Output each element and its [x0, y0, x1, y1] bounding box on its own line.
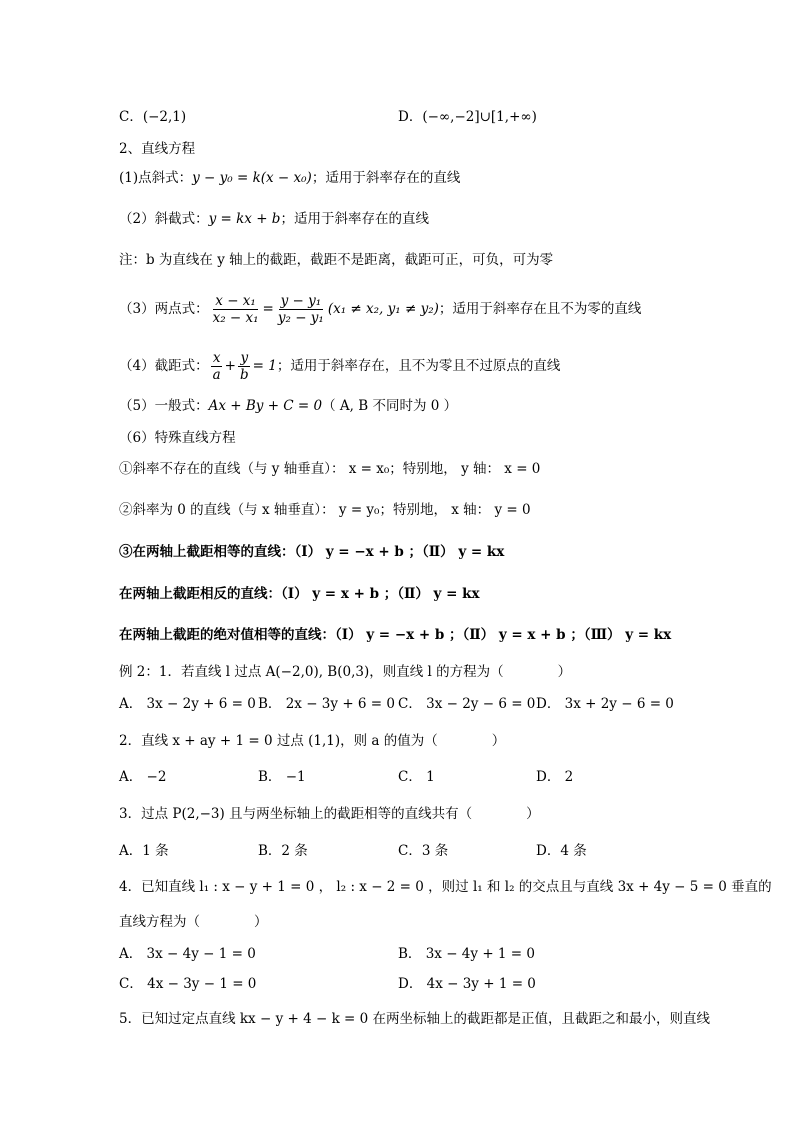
question-4-option-c: C． 4x − 3y − 1 = 0	[119, 976, 257, 992]
question-4-option-d: D． 4x − 3y + 1 = 0	[398, 976, 536, 992]
two-point-condition: (x₁ ≠ x₂, y₁ ≠ y₂)	[327, 301, 439, 317]
two-point-den-y: y₂ − y₁	[277, 310, 324, 326]
intercept-form	[119, 348, 560, 384]
question-2-option-b: B． −1	[258, 769, 306, 785]
question-2-stem: 2．直线 x + ay + 1 = 0 过点 (1,1)，则 a 的值为（ ）	[119, 733, 506, 749]
intercept-plus: +	[224, 358, 236, 374]
intercept-fraction-y	[238, 350, 251, 383]
question-4-stem-line-1: 4．已知直线 l₁ : x − y + 1 = 0 ， l₂ : x − 2 = 0 ，则过 l₁ 和 l₂ 的交点且与直线 3x + 4y − 5 = 0 垂直的	[119, 879, 772, 895]
intercept-den-a: a	[212, 367, 221, 383]
question-3-option-c: C．3 条	[398, 843, 449, 859]
question-5-stem: 5．已知过定点直线 kx − y + 4 − k = 0 在两坐标轴上的截距都是正值，且截距之和最小，则直线	[119, 1011, 711, 1027]
slope-intercept-desc: ；适用于斜率存在的直线	[280, 211, 429, 227]
two-point-num-x: x − x₁	[215, 293, 256, 309]
question-1-option-b: B． 2x − 3y + 6 = 0	[258, 696, 395, 712]
special-vertical-line: ①斜率不存在的直线（与 y 轴垂直）： x = x₀；特别地， y 轴： x = 0	[119, 461, 541, 477]
intercept-den-b: b	[239, 367, 249, 383]
question-3-stem: 3．过点 P(2,−3) 且与两坐标轴上的截距相等的直线共有（ ）	[119, 806, 540, 822]
question-2-option-a: A． −2	[119, 769, 167, 785]
point-slope-label: (1)点斜式：	[119, 170, 193, 186]
special-equal-intercepts: ③在两轴上截距相等的直线：（Ⅰ） y = −x + b ；（Ⅱ） y = kx	[119, 544, 505, 560]
intercept-note: 注：b 为直线在 y 轴上的截距，截距不是距离，截距可正，可负，可为零	[119, 252, 554, 268]
question-1-stem: 例 2：1．若直线 l 过点 A(−2,0), B(0,3)，则直线 l 的方程为（ ）	[119, 664, 572, 680]
question-4-option-a: A． 3x − 4y − 1 = 0	[119, 946, 256, 962]
general-formula: Ax + By + C = 0	[208, 398, 323, 414]
question-3-option-a: A．1 条	[119, 843, 169, 859]
intercept-num-y: y	[240, 350, 249, 366]
two-point-num-y: y − y₁	[280, 293, 322, 309]
option-d-interval: D．(−∞,−2]∪[1,+∞)	[398, 109, 537, 125]
slope-intercept-formula: y = kx + b	[208, 211, 281, 227]
special-opposite-intercepts: 在两轴上截距相反的直线：（Ⅰ） y = x + b ；（Ⅱ） y = kx	[119, 586, 480, 602]
question-2-option-c: C． 1	[398, 769, 435, 785]
section-title: 2、直线方程	[119, 141, 196, 157]
special-title: （6）特殊直线方程	[119, 430, 236, 446]
slope-intercept-form	[119, 209, 429, 229]
two-point-fraction-x	[211, 293, 261, 326]
intercept-desc: ；适用于斜率存在，且不为零且不过原点的直线	[276, 358, 561, 374]
two-point-label: （3）两点式：	[119, 301, 209, 317]
two-point-equals: =	[262, 301, 274, 317]
question-4-option-b: B． 3x − 4y + 1 = 0	[398, 946, 535, 962]
general-form	[119, 396, 457, 416]
intercept-fraction-x	[211, 350, 223, 383]
question-4-stem-line-2: 直线方程为（ ）	[119, 914, 268, 930]
point-slope-form	[119, 168, 460, 188]
question-3-option-d: D．4 条	[536, 843, 587, 859]
question-2-option-d: D． 2	[536, 769, 574, 785]
question-3-option-b: B．2 条	[258, 843, 308, 859]
question-1-option-c: C． 3x − 2y − 6 = 0	[398, 696, 536, 712]
intercept-num-x: x	[212, 350, 221, 366]
two-point-fraction-y	[276, 293, 326, 326]
intercept-equals-one: = 1	[252, 358, 277, 374]
special-horizontal-line: ②斜率为 0 的直线（与 x 轴垂直）： y = y₀；特别地， x 轴： y = 0	[119, 502, 531, 518]
option-c-interval: C．(−2,1)	[119, 109, 187, 125]
point-slope-formula: y − y₀ = k(x − x₀)	[192, 170, 312, 186]
two-point-den-x: x₂ − x₁	[212, 310, 259, 326]
intercept-label: （4）截距式：	[119, 358, 209, 374]
special-abs-equal-intercepts: 在两轴上截距的绝对值相等的直线：（Ⅰ） y = −x + b ；（Ⅱ） y = x + b ；（Ⅲ） y = kx	[119, 627, 672, 643]
general-desc: （ A, B 不同时为 0 ）	[322, 398, 458, 414]
point-slope-desc: ；适用于斜率存在的直线	[311, 170, 461, 186]
two-point-form	[119, 291, 641, 327]
two-point-desc: ；适用于斜率存在且不为零的直线	[438, 301, 642, 317]
general-label: （5）一般式：	[119, 398, 209, 414]
slope-intercept-label: （2）斜截式：	[119, 211, 209, 227]
question-1-option-a: A． 3x − 2y + 6 = 0	[119, 696, 256, 712]
question-1-option-d: D． 3x + 2y − 6 = 0	[536, 696, 674, 712]
